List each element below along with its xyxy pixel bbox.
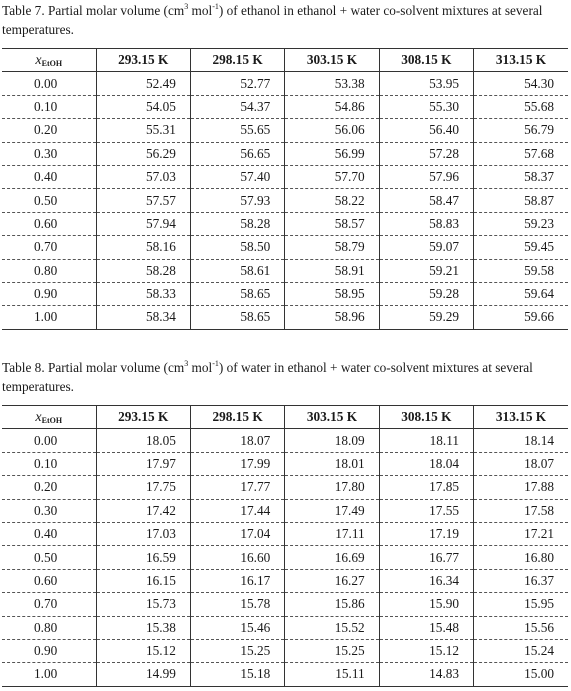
volume-cell: 17.80 xyxy=(285,476,379,499)
table-row xyxy=(2,119,568,142)
volume-cell: 57.57 xyxy=(96,189,190,212)
header-temperature: 313.15 K xyxy=(474,49,568,72)
volume-cell: 58.61 xyxy=(190,259,284,282)
volume-cell: 59.21 xyxy=(379,259,473,282)
table-row xyxy=(2,282,568,305)
volume-cell: 16.15 xyxy=(96,569,190,592)
header-x-ethanol xyxy=(2,406,96,429)
header-row xyxy=(2,406,568,429)
volume-cell: 15.73 xyxy=(96,593,190,616)
volume-cell: 57.28 xyxy=(379,142,473,165)
volume-cell: 59.45 xyxy=(474,236,568,259)
volume-cell: 17.99 xyxy=(190,452,284,475)
volume-cell: 18.07 xyxy=(190,429,284,452)
volume-cell: 18.01 xyxy=(285,452,379,475)
mole-fraction-cell: 0.20 xyxy=(2,476,96,499)
volume-cell: 15.12 xyxy=(96,639,190,662)
table-row xyxy=(2,165,568,188)
volume-cell: 59.07 xyxy=(379,236,473,259)
volume-cell: 15.52 xyxy=(285,616,379,639)
mole-fraction-cell: 0.20 xyxy=(2,119,96,142)
volume-cell: 15.00 xyxy=(474,663,568,686)
volume-cell: 15.12 xyxy=(379,639,473,662)
volume-cell: 17.03 xyxy=(96,522,190,545)
table-row xyxy=(2,569,568,592)
volume-cell: 16.80 xyxy=(474,546,568,569)
volume-cell: 16.59 xyxy=(96,546,190,569)
volume-cell: 17.04 xyxy=(190,522,284,545)
table-row xyxy=(2,663,568,686)
mole-fraction-cell: 0.70 xyxy=(2,236,96,259)
volume-cell: 56.40 xyxy=(379,119,473,142)
volume-cell: 58.33 xyxy=(96,282,190,305)
volume-cell: 55.65 xyxy=(190,119,284,142)
volume-cell: 59.66 xyxy=(474,306,568,329)
volume-cell: 56.06 xyxy=(285,119,379,142)
volume-cell: 53.38 xyxy=(285,72,379,95)
volume-cell: 17.85 xyxy=(379,476,473,499)
header-temperature: 308.15 K xyxy=(379,406,473,429)
volume-cell: 17.42 xyxy=(96,499,190,522)
volume-cell: 58.65 xyxy=(190,306,284,329)
volume-cell: 58.91 xyxy=(285,259,379,282)
volume-cell: 56.79 xyxy=(474,119,568,142)
header-x-ethanol xyxy=(2,49,96,72)
volume-cell: 56.99 xyxy=(285,142,379,165)
mole-fraction-cell: 0.90 xyxy=(2,282,96,305)
table-row xyxy=(2,72,568,95)
volume-cell: 59.29 xyxy=(379,306,473,329)
caption-superscript: 3 xyxy=(184,1,189,11)
volume-cell: 58.28 xyxy=(190,212,284,235)
header-row xyxy=(2,49,568,72)
volume-cell: 15.25 xyxy=(190,639,284,662)
volume-cell: 17.97 xyxy=(96,452,190,475)
table-row xyxy=(2,499,568,522)
caption-superscript: 3 xyxy=(184,358,189,368)
volume-cell: 16.34 xyxy=(379,569,473,592)
volume-cell: 17.75 xyxy=(96,476,190,499)
caption-text: Table 8. Partial molar volume (cm xyxy=(2,360,185,375)
volume-cell: 55.31 xyxy=(96,119,190,142)
mole-fraction-cell: 0.90 xyxy=(2,639,96,662)
mole-fraction-cell: 1.00 xyxy=(2,306,96,329)
table-row xyxy=(2,639,568,662)
mole-fraction-cell: 0.00 xyxy=(2,72,96,95)
volume-cell: 17.21 xyxy=(474,522,568,545)
volume-cell: 17.49 xyxy=(285,499,379,522)
table-7 xyxy=(2,48,568,330)
volume-cell: 15.46 xyxy=(190,616,284,639)
volume-cell: 15.48 xyxy=(379,616,473,639)
caption-text: mol xyxy=(188,3,213,18)
volume-cell: 15.56 xyxy=(474,616,568,639)
volume-cell: 55.68 xyxy=(474,95,568,118)
volume-cell: 15.95 xyxy=(474,593,568,616)
volume-cell: 17.19 xyxy=(379,522,473,545)
table-7-caption xyxy=(2,1,568,39)
header-temperature: 303.15 K xyxy=(285,49,379,72)
volume-cell: 54.05 xyxy=(96,95,190,118)
volume-cell: 58.87 xyxy=(474,189,568,212)
volume-cell: 52.49 xyxy=(96,72,190,95)
table-row xyxy=(2,616,568,639)
volume-cell: 58.57 xyxy=(285,212,379,235)
table-row xyxy=(2,522,568,545)
volume-cell: 17.55 xyxy=(379,499,473,522)
volume-cell: 58.22 xyxy=(285,189,379,212)
mole-fraction-cell: 0.30 xyxy=(2,142,96,165)
header-temperature: 298.15 K xyxy=(190,406,284,429)
caption-superscript: -1 xyxy=(212,1,219,11)
table-row xyxy=(2,476,568,499)
x-subscript: EtOH xyxy=(41,415,63,425)
volume-cell: 17.77 xyxy=(190,476,284,499)
volume-cell: 56.29 xyxy=(96,142,190,165)
volume-cell: 16.77 xyxy=(379,546,473,569)
volume-cell: 14.99 xyxy=(96,663,190,686)
table-row xyxy=(2,142,568,165)
mole-fraction-cell: 1.00 xyxy=(2,663,96,686)
mole-fraction-cell: 0.10 xyxy=(2,95,96,118)
header-temperature: 303.15 K xyxy=(285,406,379,429)
volume-cell: 18.11 xyxy=(379,429,473,452)
volume-cell: 17.88 xyxy=(474,476,568,499)
volume-cell: 58.79 xyxy=(285,236,379,259)
volume-cell: 57.70 xyxy=(285,165,379,188)
volume-cell: 17.11 xyxy=(285,522,379,545)
volume-cell: 16.17 xyxy=(190,569,284,592)
volume-cell: 58.50 xyxy=(190,236,284,259)
mole-fraction-cell: 0.10 xyxy=(2,452,96,475)
header-temperature: 293.15 K xyxy=(96,49,190,72)
volume-cell: 16.69 xyxy=(285,546,379,569)
volume-cell: 55.30 xyxy=(379,95,473,118)
volume-cell: 18.04 xyxy=(379,452,473,475)
volume-cell: 15.25 xyxy=(285,639,379,662)
table-row xyxy=(2,236,568,259)
mole-fraction-cell: 0.80 xyxy=(2,616,96,639)
volume-cell: 15.78 xyxy=(190,593,284,616)
table-row xyxy=(2,259,568,282)
volume-cell: 16.37 xyxy=(474,569,568,592)
caption-superscript: -1 xyxy=(212,358,219,368)
volume-cell: 58.65 xyxy=(190,282,284,305)
x-subscript: EtOH xyxy=(41,58,63,68)
table-row xyxy=(2,189,568,212)
table-row xyxy=(2,212,568,235)
caption-text: ) of ethanol in ethanol + water co-solvent mixtures at several temperatures. xyxy=(2,3,543,37)
volume-cell: 18.07 xyxy=(474,452,568,475)
volume-cell: 16.60 xyxy=(190,546,284,569)
volume-cell: 58.83 xyxy=(379,212,473,235)
volume-cell: 59.23 xyxy=(474,212,568,235)
table-row xyxy=(2,306,568,329)
volume-cell: 18.05 xyxy=(96,429,190,452)
volume-cell: 18.14 xyxy=(474,429,568,452)
header-temperature: 293.15 K xyxy=(96,406,190,429)
volume-cell: 53.95 xyxy=(379,72,473,95)
mole-fraction-cell: 0.60 xyxy=(2,212,96,235)
mole-fraction-cell: 0.60 xyxy=(2,569,96,592)
volume-cell: 57.96 xyxy=(379,165,473,188)
volume-cell: 57.93 xyxy=(190,189,284,212)
volume-cell: 54.30 xyxy=(474,72,568,95)
volume-cell: 58.95 xyxy=(285,282,379,305)
volume-cell: 18.09 xyxy=(285,429,379,452)
volume-cell: 56.65 xyxy=(190,142,284,165)
x-symbol: x xyxy=(35,409,42,425)
volume-cell: 15.38 xyxy=(96,616,190,639)
volume-cell: 52.77 xyxy=(190,72,284,95)
volume-cell: 15.86 xyxy=(285,593,379,616)
table-row xyxy=(2,452,568,475)
volume-cell: 58.96 xyxy=(285,306,379,329)
volume-cell: 14.83 xyxy=(379,663,473,686)
volume-cell: 58.37 xyxy=(474,165,568,188)
header-temperature: 298.15 K xyxy=(190,49,284,72)
volume-cell: 15.11 xyxy=(285,663,379,686)
caption-text: mol xyxy=(188,360,213,375)
x-symbol: x xyxy=(35,52,42,68)
table-8-caption xyxy=(2,358,568,396)
volume-cell: 57.03 xyxy=(96,165,190,188)
volume-cell: 54.37 xyxy=(190,95,284,118)
caption-text: Table 7. Partial molar volume (cm xyxy=(2,3,185,18)
volume-cell: 15.90 xyxy=(379,593,473,616)
volume-cell: 15.24 xyxy=(474,639,568,662)
mole-fraction-cell: 0.50 xyxy=(2,546,96,569)
volume-cell: 57.68 xyxy=(474,142,568,165)
volume-cell: 57.40 xyxy=(190,165,284,188)
table-row xyxy=(2,593,568,616)
volume-cell: 58.47 xyxy=(379,189,473,212)
mole-fraction-cell: 0.40 xyxy=(2,522,96,545)
mole-fraction-cell: 0.40 xyxy=(2,165,96,188)
volume-cell: 17.44 xyxy=(190,499,284,522)
volume-cell: 54.86 xyxy=(285,95,379,118)
volume-cell: 17.58 xyxy=(474,499,568,522)
table-8 xyxy=(2,405,568,687)
table-row xyxy=(2,95,568,118)
mole-fraction-cell: 0.50 xyxy=(2,189,96,212)
volume-cell: 59.64 xyxy=(474,282,568,305)
volume-cell: 15.18 xyxy=(190,663,284,686)
volume-cell: 59.28 xyxy=(379,282,473,305)
mole-fraction-cell: 0.00 xyxy=(2,429,96,452)
table-row xyxy=(2,546,568,569)
mole-fraction-cell: 0.80 xyxy=(2,259,96,282)
mole-fraction-cell: 0.30 xyxy=(2,499,96,522)
volume-cell: 16.27 xyxy=(285,569,379,592)
volume-cell: 57.94 xyxy=(96,212,190,235)
volume-cell: 58.34 xyxy=(96,306,190,329)
volume-cell: 58.16 xyxy=(96,236,190,259)
volume-cell: 58.28 xyxy=(96,259,190,282)
header-temperature: 313.15 K xyxy=(474,406,568,429)
header-temperature: 308.15 K xyxy=(379,49,473,72)
caption-text: ) of water in ethanol + water co-solvent mixtures at several temperatures. xyxy=(2,360,533,394)
table-row xyxy=(2,429,568,452)
volume-cell: 59.58 xyxy=(474,259,568,282)
mole-fraction-cell: 0.70 xyxy=(2,593,96,616)
